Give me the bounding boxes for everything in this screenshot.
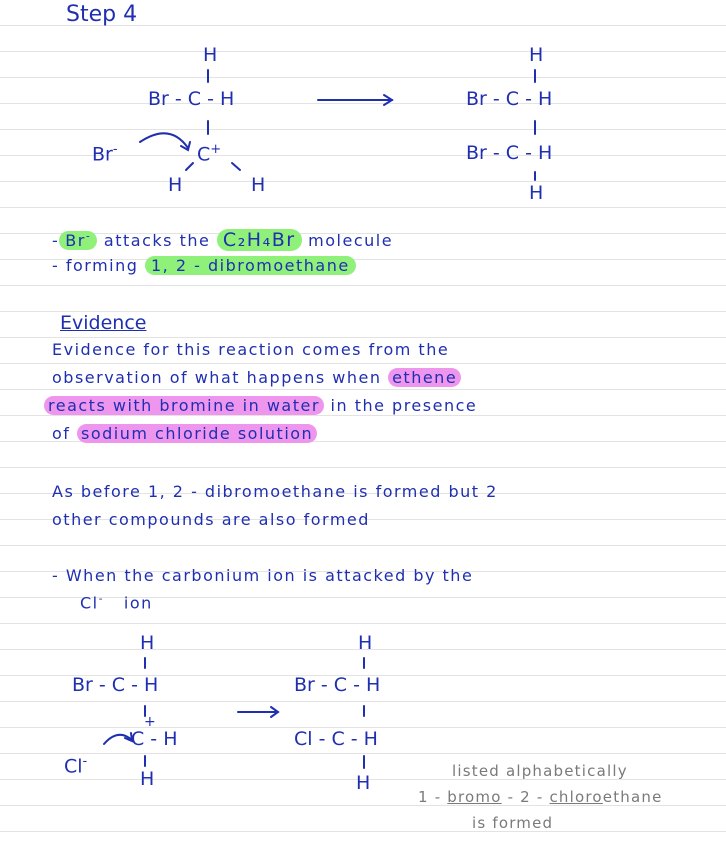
- m1-bromide-ion: Br-: [92, 142, 118, 166]
- evidence-line-3: reacts with bromine in water in the presence: [44, 396, 477, 415]
- note-line-1: listed alphabetically: [452, 762, 628, 780]
- as-before-line-2: other compounds are also formed: [52, 510, 370, 529]
- m2-plus-charge: +: [144, 714, 156, 730]
- m2-reactant-bottom-h: H: [140, 768, 155, 790]
- m1-reactant-row1: Br - C - H: [148, 88, 235, 110]
- m1-product-row2: Br - C - H: [466, 142, 553, 164]
- m1-reactant-top-h: H: [203, 44, 218, 66]
- bullet-forming: - forming 1, 2 - dibromoethane: [52, 256, 356, 275]
- when-line-1: - When the carbonium ion is attacked by the: [52, 566, 474, 585]
- m2-carbocation-row: C - H: [131, 728, 178, 750]
- m2-reactant-top-h: H: [140, 632, 155, 654]
- step-title: Step 4: [66, 2, 138, 27]
- when-line-2: Cl- ion: [80, 592, 153, 613]
- evidence-heading: Evidence: [60, 312, 147, 334]
- m1-product-bottom-h: H: [529, 182, 544, 204]
- bullet-attacks: - Br- attacks the C₂H₄Br molecule: [52, 229, 394, 251]
- m1-product-top-h: H: [529, 44, 544, 66]
- as-before-line-1: As before 1, 2 - dibromoethane is formed but 2: [52, 482, 498, 501]
- m2-product-row1: Br - C - H: [294, 674, 381, 696]
- m2-product-bottom-h: H: [356, 772, 371, 794]
- evidence-line-1: Evidence for this reaction comes from the: [52, 340, 450, 359]
- m2-product-row2: Cl - C - H: [294, 728, 378, 750]
- evidence-line-2: observation of what happens when ethene: [52, 368, 461, 387]
- evidence-line-4: of sodium chloride solution: [52, 424, 317, 443]
- m2-product-top-h: H: [358, 632, 373, 654]
- m1-product-row1: Br - C - H: [466, 88, 553, 110]
- m1-carbocation: C+: [197, 142, 222, 166]
- m2-reactant-row1: Br - C - H: [72, 674, 159, 696]
- note-line-2: 1 - bromo - 2 - chloroethane: [418, 788, 663, 806]
- m1-bond-h-left: [186, 163, 193, 170]
- m1-h-left: H: [168, 174, 183, 196]
- m1-bond-h-right: [232, 163, 240, 170]
- m2-chloride-ion: Cl-: [64, 754, 88, 778]
- note-line-3: is formed: [472, 814, 554, 832]
- m1-h-right: H: [251, 174, 266, 196]
